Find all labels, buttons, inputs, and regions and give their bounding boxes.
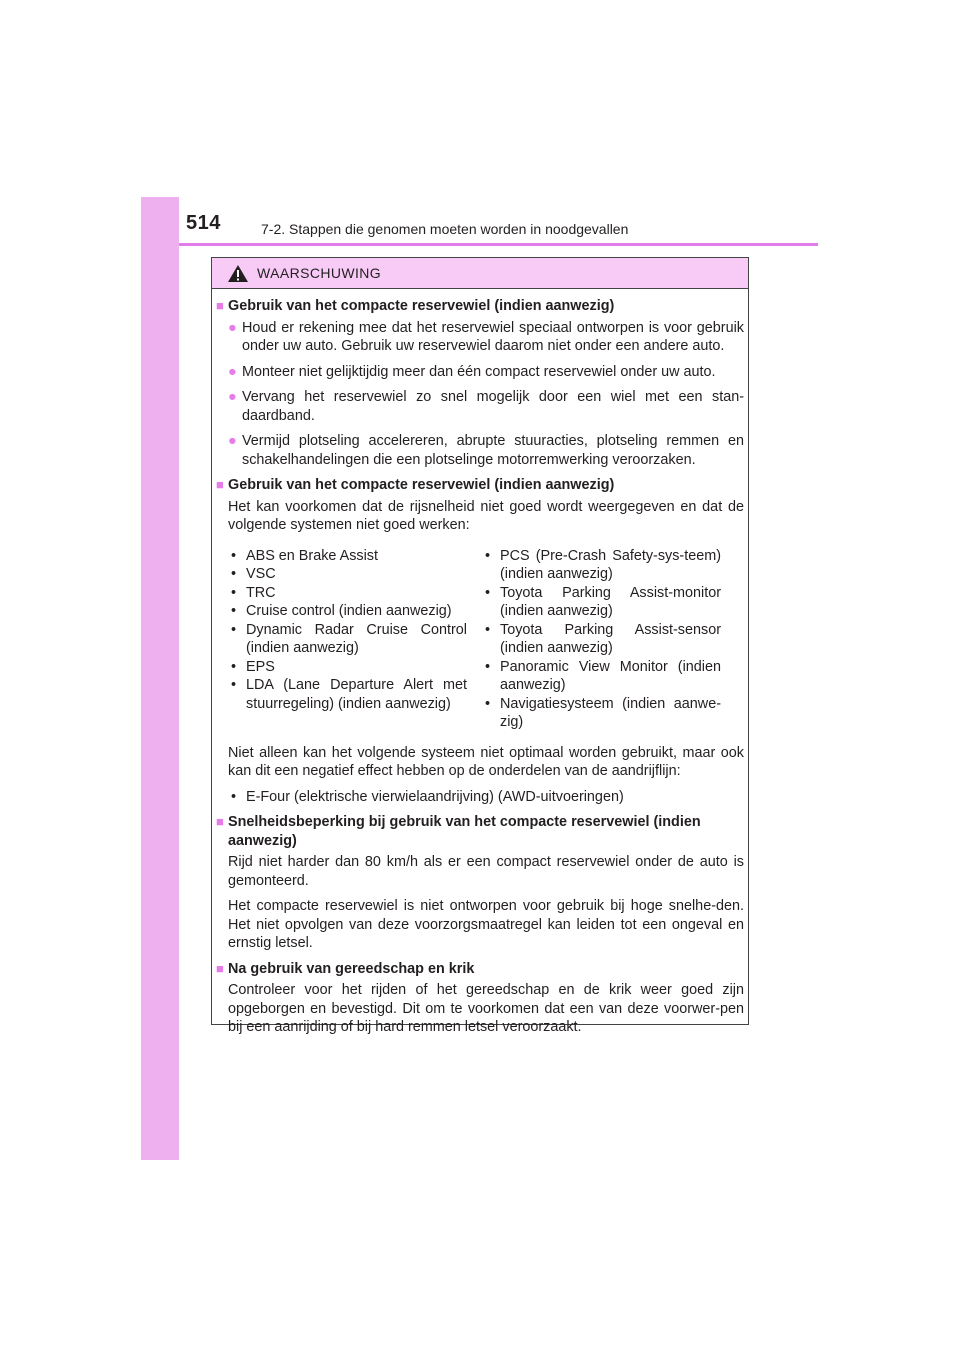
bullet-icon: • [231,584,237,601]
section-heading-text: Snelheidsbeperking bij gebruik van het compacte reservewiel (indien aanwezig) [228,814,701,849]
bullet-icon: • [231,566,237,582]
round-bullet-icon: ● [228,319,237,336]
square-bullet-icon: ■ [216,814,224,829]
square-bullet-icon: ■ [216,298,224,313]
list-item [228,319,744,356]
section-heading [216,476,744,495]
section-heading [216,297,744,316]
paragraph: Niet alleen kan het volgende systeem niet optimaal worden gebruikt, maar ook kan dit een negatief effect hebben op de onderdelen van de aandrijflijn: [228,744,744,779]
system-name: TRC [246,584,276,601]
round-bullet-icon: ● [228,363,237,380]
bullet-icon: • [231,788,237,805]
system-list-item [485,695,721,732]
system-list-item [485,658,721,695]
bullet-icon: • [485,658,491,675]
system-name: Toyota Parking Assist-sensor (indien aanwezig) [500,621,721,656]
system-list-item [231,621,467,658]
paragraph: Het kan voorkomen dat de rijsnelheid niet goed wordt weergegeven en dat de volgende systemen niet goed werken: [228,498,744,533]
bullet-icon: • [231,547,237,564]
bullet-icon: • [485,695,491,712]
list-item-text: Vermijd plotseling accelereren, abrupte stuuracties, plotseling remmen en schakelhandelingen die een plotselinge motorremwerking veroorzaken. [242,433,744,468]
chapter-side-tab [141,197,179,1160]
list-item-text: Monteer niet gelijktijdig meer dan één compact reservewiel onder uw auto. [242,363,716,380]
page-number: 514 [186,212,221,234]
bullet-icon: • [231,621,237,638]
paragraph: Het compacte reservewiel is niet ontworpen voor gebruik bij hoge snelhe-den. Het niet opvolgen van deze voorzorgsmaatregel kan leiden tot een ongeval en ernstig letsel. [228,898,744,951]
system-list-item [231,547,467,566]
warning-title: WAARSCHUWING [257,265,382,281]
square-bullet-icon: ■ [216,477,224,492]
system-name: EPS [246,658,275,675]
list-item-text: Houd er rekening mee dat het reservewiel speciaal ontworpen is voor gebruik onder uw auto. Gebruik uw reservewiel daarom niet onder een andere auto. [242,319,744,354]
system-name: Navigatiesysteem (indien aanwe-zig) [500,695,721,730]
warning-box [211,257,749,1035]
header-rule [179,243,818,246]
system-list-item [485,547,721,584]
system-list-left [231,547,467,732]
system-name: ABS en Brake Assist [246,547,378,564]
bullet-icon: • [231,677,237,693]
system-list-item [485,584,721,621]
paragraph: Controleer voor het rijden of het gereedschap en de krik weer goed zijn opgeborgen en bevestigd. Dit om te voorkomen dat een van deze voorwer-pen bij een aanrijding of bij hard remmen letsel veroorzaakt. [228,982,744,1035]
system-list-columns [231,547,744,732]
system-list-item [231,565,467,584]
round-bullet-icon: ● [228,389,237,405]
paragraph: Rijd niet harder dan 80 km/h als er een compact reservewiel onder de auto is gemonteerd. [228,854,744,889]
system-list-item [231,658,467,677]
system-name: Cruise control (indien aanwezig) [246,603,452,619]
round-bullet-icon: ● [228,433,237,449]
section-heading-text: Gebruik van het compacte reservewiel (indien aanwezig) [228,298,615,314]
list-item [231,788,744,807]
square-bullet-icon: ■ [216,960,224,976]
section-heading [216,960,744,979]
list-item [228,432,744,469]
bullet-icon: • [231,658,237,675]
system-name: PCS (Pre-Crash Safety-sys-teem) (indien aanwezig) [500,547,721,582]
bullet-icon: • [485,547,491,564]
system-list-item [231,584,467,603]
system-list-right [485,547,721,732]
warning-triangle-icon [227,264,249,283]
system-name: VSC [246,566,276,582]
section-heading-text: Gebruik van het compacte reservewiel (indien aanwezig) [228,477,615,493]
warning-content [216,297,744,1044]
section-heading-text: Na gebruik van gereedschap en krik [228,960,475,977]
list-item-text: E-Four (elektrische vierwielaandrijving) (AWD-uitvoeringen) [246,788,624,805]
list-item-text: Vervang het reservewiel zo snel mogelijk door een wiel met een stan-daardband. [242,389,744,424]
bullet-icon: • [485,584,491,601]
list-item [228,388,744,425]
list-item [228,363,744,382]
system-name: Dynamic Radar Cruise Control (indien aanwezig) [246,621,467,656]
bullet-icon: • [231,603,237,619]
bullet-icon: • [485,621,491,638]
system-name: LDA (Lane Departure Alert met stuurregeling) (indien aanwezig) [246,677,467,712]
system-name: Panoramic View Monitor (indien aanwezig) [500,658,721,693]
section-heading [216,813,744,850]
system-name: Toyota Parking Assist-monitor (indien aanwezig) [500,584,721,619]
system-list-item [485,621,721,658]
warning-header [212,258,748,289]
system-list-item [231,602,467,621]
section-title: 7-2. Stappen die genomen moeten worden in noodgevallen [261,221,629,237]
system-list-item [231,676,467,713]
